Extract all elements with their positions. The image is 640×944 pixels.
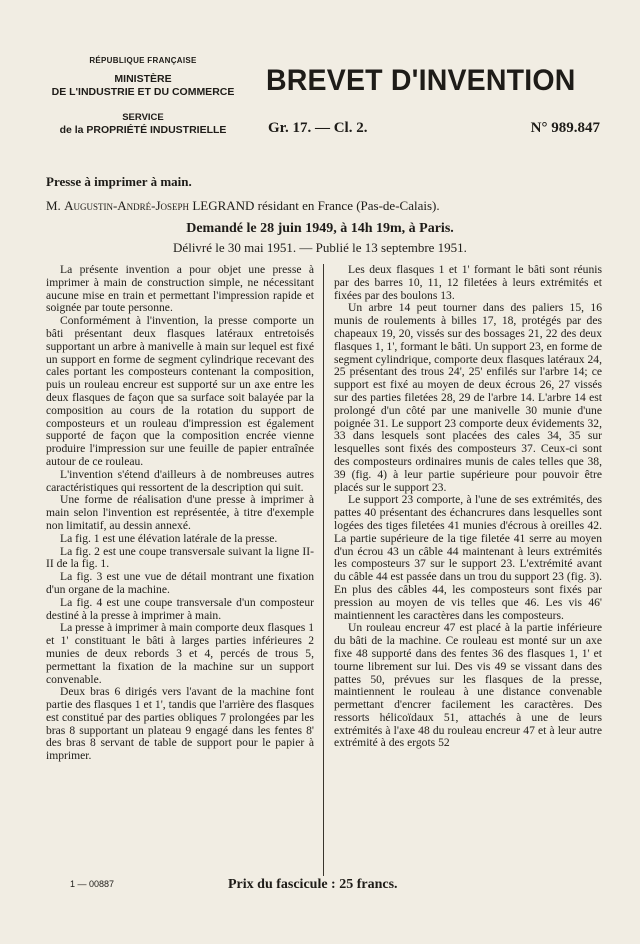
ministry-line-2: DE L'INDUSTRIE ET DU COMMERCE	[51, 86, 235, 98]
paragraph: La fig. 4 est une coupe transversale d'un composteur destiné à la presse à imprimer à main.	[46, 595, 314, 622]
service-line-1: SERVICE	[122, 112, 164, 123]
paragraph: La fig. 1 est une élévation latérale de la presse.	[60, 531, 278, 545]
ministry-line-1: MINISTÈRE	[114, 73, 172, 85]
paragraph: Les deux flasques 1 et 1' formant le bâti sont réunis par des barres 10, 11, 12 filetées à leurs extrémités et fixées par des boulons 13.	[334, 263, 602, 302]
paragraph: Deux bras 6 dirigés vers l'avant de la machine font partie des flasques 1 et 1', tandis que l'arrière des flasques est constitué par des parties obliques 7 prolongées par les bras 8 supportant un plateau 9 engagé dans les fentes 8' des bras 8 servant de table de support pour le papier à imprimer.	[46, 685, 314, 763]
right-text-column	[334, 264, 602, 750]
service-line-2: de la PROPRIÉTÉ INDUSTRIELLE	[59, 124, 227, 136]
left-text-column	[46, 264, 314, 763]
paragraph: La fig. 3 est une vue de détail montrant une fixation d'un organe de la machine.	[46, 570, 314, 596]
paragraph: Un rouleau encreur 47 est placé à la partie inférieure du bâti de la machine. Ce rouleau est monté sur un axe fixe 48 supporté dans des fentes 36 des flasques 1, 1' et tourne librement sur lui. Des vis 49 se vissant dans des pattes 50, prévues sur les flasques de la presse, maintiennent le rouleau à une distance convenable permettant d'encrer facilement les caractères. Des ressorts hélicoïdaux 51, attachés à une de leurs extrémités à l'axe 48 du rouleau encreur 47 et à leur autre extrémité à des ergots 52	[334, 621, 602, 750]
paragraph: Conformément à l'invention, la presse comporte un bâti présentant deux flasques latéraux entretoisés supportant un arbre à manivelle à main sur lequel est fixé un support en forme de segment cylindrique recevant des cales portant les composteurs contenant la composition, puis un rouleau encreur est supporté sur un axe entre les deux flasques de façon que sa surface soit balayée par la composition au cours de la rotation du support de composteurs et un rouleau d'impression est également supporté de façon que la composition encrée vienne produire l'impression sur une feuille de papier entraînée autour de ce rouleau.	[46, 314, 314, 468]
paragraph: La fig. 2 est une coupe transversale suivant la ligne II-II de la fig. 1.	[46, 544, 314, 571]
paragraph: Un arbre 14 peut tourner dans des paliers 15, 16 munis de roulements à billes 17, 18, protégés par des chapeaux 19, 20, vissés sur des bossages 21, 22 des deux flasques 1, 1', formant le bâti. Un support 23, en forme de segment cylindrique, comporte deux flasques latéraux 24, 25 présentant des trous 24', 25' enfilés sur l'arbre 14; ce support est fixé au moyen de deux écrous 26, 27 vissés sur des parties filetées 28, 29 de l'arbre 14. L'arbre 14 est prolongé d'un côté par une manivelle 30 munie d'une poignée 31. Le support 23 comporte deux évidements 32, 33 dans lesquels sont placées des cales 34, 35 sur lesquelles sont fixés des composteurs 37. Ceux-ci sont des composteurs ordinaires munis de cales telles que 38, 39 (fig. 4) à leur partie supérieure pour pouvoir être placés sur le support 23.	[334, 301, 602, 494]
invention-subject: Presse à imprimer à main.	[46, 174, 192, 189]
paragraph: Le support 23 comporte, à l'une de ses extrémités, des pattes 40 présentant des échancrures dans lesquelles sont logées des tiges filetées 41 munies d'écrous à oreilles 42. La partie supérieure de la tige filetée 41 serre au moyen d'un écrou 43 un câble 44 maintenant à leurs extrémités les composteurs 37 sur le support 23. L'extrémité avant du câble 44 est passée dans un trou du support 23 (fig. 3). En plus des câbles 44, les composteurs sont fixés par pression au moyen de vis telles que 46. Les vis 46' maintiennent les caractères dans les composteurs.	[334, 493, 602, 622]
classification: Gr. 17. — Cl. 2.	[268, 120, 368, 136]
inventor-residence: résidant en France (Pas-de-Calais).	[254, 198, 440, 213]
inventor-name: Augustin-André-Joseph	[64, 198, 190, 213]
paragraph: La présente invention a pour objet une presse à imprimer à main de construction simple, ne nécessitant aucune mise en train et permettant l'impression rapide et soignée par toute personne.	[46, 263, 314, 315]
paragraph: Une forme de réalisation d'une presse à imprimer à main selon l'invention est représentée, à titre d'exemple non limitatif, au dessin annexé.	[46, 493, 314, 532]
service-label	[40, 111, 246, 137]
republic-label: RÉPUBLIQUE FRANÇAISE	[89, 56, 197, 65]
paragraph: La presse à imprimer à main comporte deux flasques 1 et 1' constituant le bâti à larges parties inférieures 2 munies de deux rebords 3 et 4, percés de trous 5, permettant la fixation de la machine sur un support convenable.	[46, 621, 315, 686]
print-code: 1 — 00887	[70, 879, 115, 889]
paragraph: L'invention s'étend d'ailleurs à de nombreuses autres caractéristiques qui ressortent de la description qui suit.	[46, 467, 314, 494]
document-title: BREVET D'INVENTION	[266, 64, 576, 97]
inventor-surname: LEGRAND	[192, 198, 255, 213]
patent-number: N° 989.847	[530, 120, 600, 136]
issue-publication-date: Délivré le 30 mai 1951. — Publié le 13 septembre 1951.	[173, 240, 467, 255]
inventor-line	[46, 198, 440, 214]
column-divider	[323, 264, 324, 876]
ministry-label	[40, 73, 246, 99]
fascicle-price: Prix du fascicule : 25 francs.	[228, 877, 398, 892]
issuing-authority	[40, 56, 246, 137]
inventor-prefix: M.	[46, 198, 65, 213]
filing-date: Demandé le 28 juin 1949, à 14h 19m, à Paris.	[186, 221, 454, 236]
